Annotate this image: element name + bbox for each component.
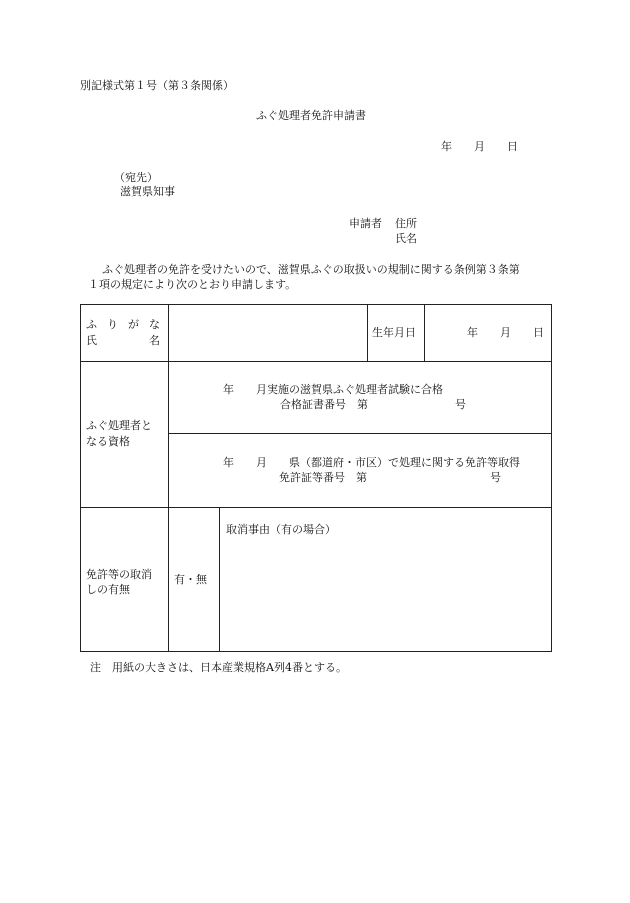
row-divider-qualification	[168, 433, 551, 434]
document-title: ふぐ処理者免許申請書	[256, 109, 366, 122]
applicant-name-label: 氏名	[395, 232, 417, 245]
birthdate-value[interactable]: 年 月 日	[467, 326, 544, 339]
column-divider-birthdate-right	[424, 305, 425, 361]
column-divider-revocation	[219, 507, 220, 651]
addressee-label: （宛先）	[114, 171, 158, 184]
exam-certificate-number-suffix: 号	[455, 398, 466, 411]
paper-size-note: 注 用紙の大きさは、日本産業規格A列4番とする。	[90, 661, 347, 674]
qualification-license-line: 年 月 県（都道府・市区）で処理に関する免許等取得	[223, 456, 520, 469]
revocation-label-line-1: 免許等の取消	[86, 568, 152, 581]
applicant-role-label: 申請者	[349, 217, 382, 230]
revocation-choice[interactable]: 有・無	[174, 573, 207, 586]
furigana-label: ふ り が な	[86, 318, 160, 331]
addressee-name: 滋賀県知事	[120, 185, 175, 198]
date-line: 年 月 日	[441, 140, 518, 153]
application-form-table	[80, 304, 552, 652]
qualification-label-line-2: なる資格	[86, 435, 130, 448]
birthdate-label: 生年月日	[372, 326, 416, 339]
qualification-label-line-1: ふぐ処理者と	[86, 419, 152, 432]
form-number: 別記様式第１号（第３条関係）	[80, 79, 234, 92]
license-number-suffix: 号	[490, 471, 501, 484]
revocation-label-line-2: しの有無	[86, 583, 130, 596]
applicant-address-label: 住所	[395, 217, 417, 230]
exam-certificate-number-label: 合格証書番号 第	[280, 398, 368, 411]
row-divider-2	[81, 507, 551, 508]
column-divider-birthdate-left	[367, 305, 368, 361]
column-divider-label	[168, 305, 169, 651]
intro-line-1: ふぐ処理者の免許を受けたいので、滋賀県ふぐの取扱いの規制に関する条例第３条第	[102, 263, 520, 276]
intro-line-2: １項の規定により次のとおり申請します。	[88, 278, 297, 291]
qualification-exam-line: 年 月実施の滋賀県ふぐ処理者試験に合格	[223, 383, 443, 396]
license-number-label: 免許証等番号 第	[279, 471, 367, 484]
name-input-area[interactable]	[173, 309, 362, 357]
row-divider-1	[81, 361, 551, 362]
revocation-reason-label: 取消事由（有の場合）	[226, 523, 336, 536]
name-label: 氏 名	[86, 334, 160, 347]
